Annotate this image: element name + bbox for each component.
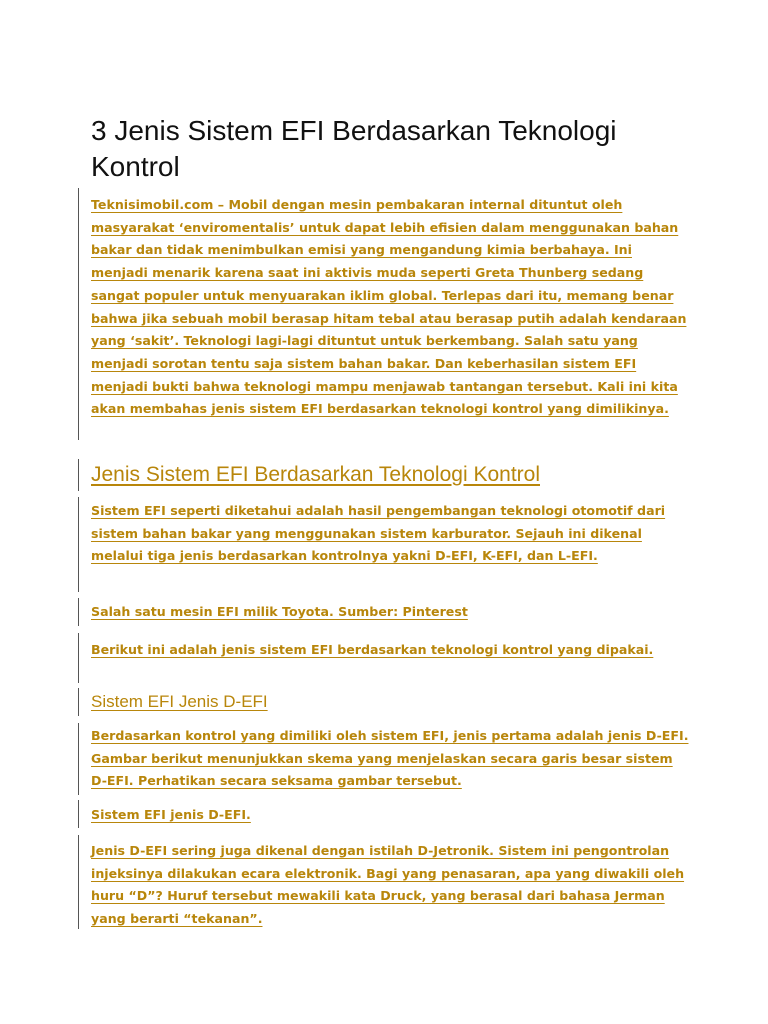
quote-bar xyxy=(78,633,79,683)
intro-paragraph-link[interactable]: Teknisimobil.com – Mobil dengan mesin pembakaran internal dituntut oleh masyarakat ‘enviromentalis’ untuk dapat lebih efisien dalam menggunakan bahan bakar dan tidak menimbulkan emisi yang mengandung kimia berbahaya. Ini menjadi menarik karena saat ini aktivis muda seperti Greta Thunberg sedang sangat populer untuk menyuarakan iklim global. Terlepas dari itu, memang benar bahwa jika sebuah mobil berasap hitam tebal atau berasap putih adalah kendaraan yang ‘sakit’. Teknologi lagi-lagi dituntut untuk berkembang. Salah satu yang menjadi sorotan tentu saja sistem bahan bakar. Dan keberhasilan sistem EFI menjadi bukti bahwa teknologi mampu menjawab tantangan tersebut. Kali ini kita akan membahas jenis sistem EFI berdasarkan teknologi kontrol yang dimilikinya. xyxy=(91,197,687,417)
quote-bar xyxy=(78,497,79,592)
defi-paragraph-link[interactable]: Berdasarkan kontrol yang dimiliki oleh sistem EFI, jenis pertama adalah jenis D-EFI. Gambar berikut menunjukkan skema yang menjelaskan secara garis besar sistem D-EFI. Perhatikan secara seksama gambar tersebut. xyxy=(91,728,689,789)
quote-bar xyxy=(78,835,79,929)
quote-bar xyxy=(78,598,79,626)
section-heading-link[interactable]: Jenis Sistem EFI Berdasarkan Teknologi Kontrol xyxy=(91,463,540,486)
page-title: 3 Jenis Sistem EFI Berdasarkan Teknologi Kontrol xyxy=(91,115,617,182)
quote-bar xyxy=(78,800,79,828)
toyota-caption-link[interactable]: Salah satu mesin EFI milik Toyota. Sumber: Pinterest xyxy=(91,604,468,619)
quote-bar xyxy=(78,723,79,795)
quote-bar xyxy=(78,688,79,716)
quote-bar xyxy=(78,188,79,440)
djetronik-paragraph-link[interactable]: Jenis D-EFI sering juga dikenal dengan istilah D-Jetronik. Sistem ini pengontrolan injeksinya dilakukan ecara elektronik. Bagi yang penasaran, apa yang diwakili oleh huru “D”? Huruf tersebut mewakili kata Druck, yang berasal dari bahasa Jerman yang berarti “tekanan”. xyxy=(91,843,685,927)
berikut-paragraph-link[interactable]: Berikut ini adalah jenis sistem EFI berdasarkan teknologi kontrol yang dipakai. xyxy=(91,642,654,657)
quote-bar xyxy=(78,459,79,491)
efi-paragraph-link[interactable]: Sistem EFI seperti diketahui adalah hasil pengembangan teknologi otomotif dari sistem bahan bakar yang menggunakan sistem karburator. Sejauh ini dikenal melalui tiga jenis berdasarkan kontrolnya yakni D-EFI, K-EFI, dan L-EFI. xyxy=(91,503,666,564)
subsection-heading-link[interactable]: Sistem EFI Jenis D-EFI xyxy=(91,692,268,711)
defi-caption-link[interactable]: Sistem EFI jenis D-EFI. xyxy=(91,807,251,822)
